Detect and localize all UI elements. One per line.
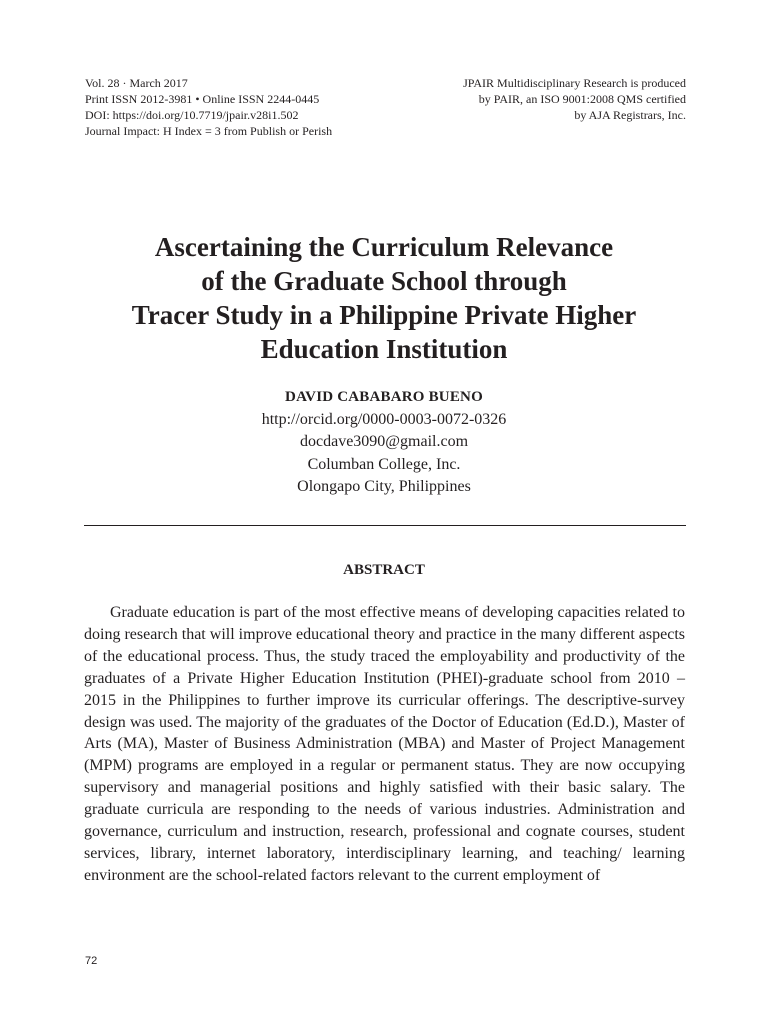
abstract-body: Graduate education is part of the most effective means of developing capacities related to doing research that will improve educational theory and practice in the many different aspects of the educational process. Thus, the study traced the employability and productivity of the graduates of a Private Higher Education Institution (PHEI)-graduate school from 2010 – 2015 in the Philippines to further improve its curricular offerings. The descriptive-survey design was used. The majority of the graduates of the Doctor of Education (Ed.D.), Master of Arts (MA), Master of Business Administration (MBA) and Master of Project Management (MPM) programs are employed in a regular or permanent status. They are now occupying supervisory and managerial positions and highly satisfied with their basic salary. The graduate curricula are responding to the needs of various industries. Administration and governance, curriculum and instruction, research, professional and cognate courses, student services, library, internet laboratory, interdisciplinary learning, and teaching/ learning environment are the school-related factors relevant to the current employment of [84, 604, 685, 884]
author-block [84, 386, 684, 499]
publisher-line-2: by PAIR, an ISO 9001:2008 QMS certified [478, 92, 686, 106]
title-line-3: Tracer Study in a Philippine Private Higher [131, 300, 637, 330]
issn-line: Print ISSN 2012-3981 • Online ISSN 2244-0445 [85, 92, 320, 106]
title-line-2: of the Graduate School through [201, 266, 567, 296]
page-number: 72 [85, 955, 98, 967]
author-location: Olongapo City, Philippines [297, 478, 471, 495]
journal-impact-line: Journal Impact: H Index = 3 from Publish or Perish [85, 124, 333, 138]
volume-issue: Vol. 28 · March 2017 [85, 76, 188, 90]
author-name: DAVID CABABARO BUENO [285, 389, 483, 405]
paper-title [60, 230, 708, 366]
publisher-line-1: JPAIR Multidisciplinary Research is produced [463, 76, 686, 90]
author-email-link[interactable]: docdave3090@gmail.com [299, 433, 469, 450]
title-line-1: Ascertaining the Curriculum Relevance [154, 232, 614, 262]
abstract-heading: ABSTRACT [343, 562, 425, 578]
author-institution: Columban College, Inc. [307, 455, 461, 473]
author-orcid-link[interactable]: http://orcid.org/0000-0003-0072-0326 [261, 410, 507, 428]
publisher-line-3: by AJA Registrars, Inc. [574, 108, 686, 122]
title-line-4: Education Institution [260, 334, 508, 364]
section-divider [84, 525, 686, 526]
journal-info-header [85, 75, 332, 139]
publisher-info-header [463, 75, 686, 123]
doi-line: DOI: https://doi.org/10.7719/jpair.v28i1.502 [85, 108, 299, 122]
